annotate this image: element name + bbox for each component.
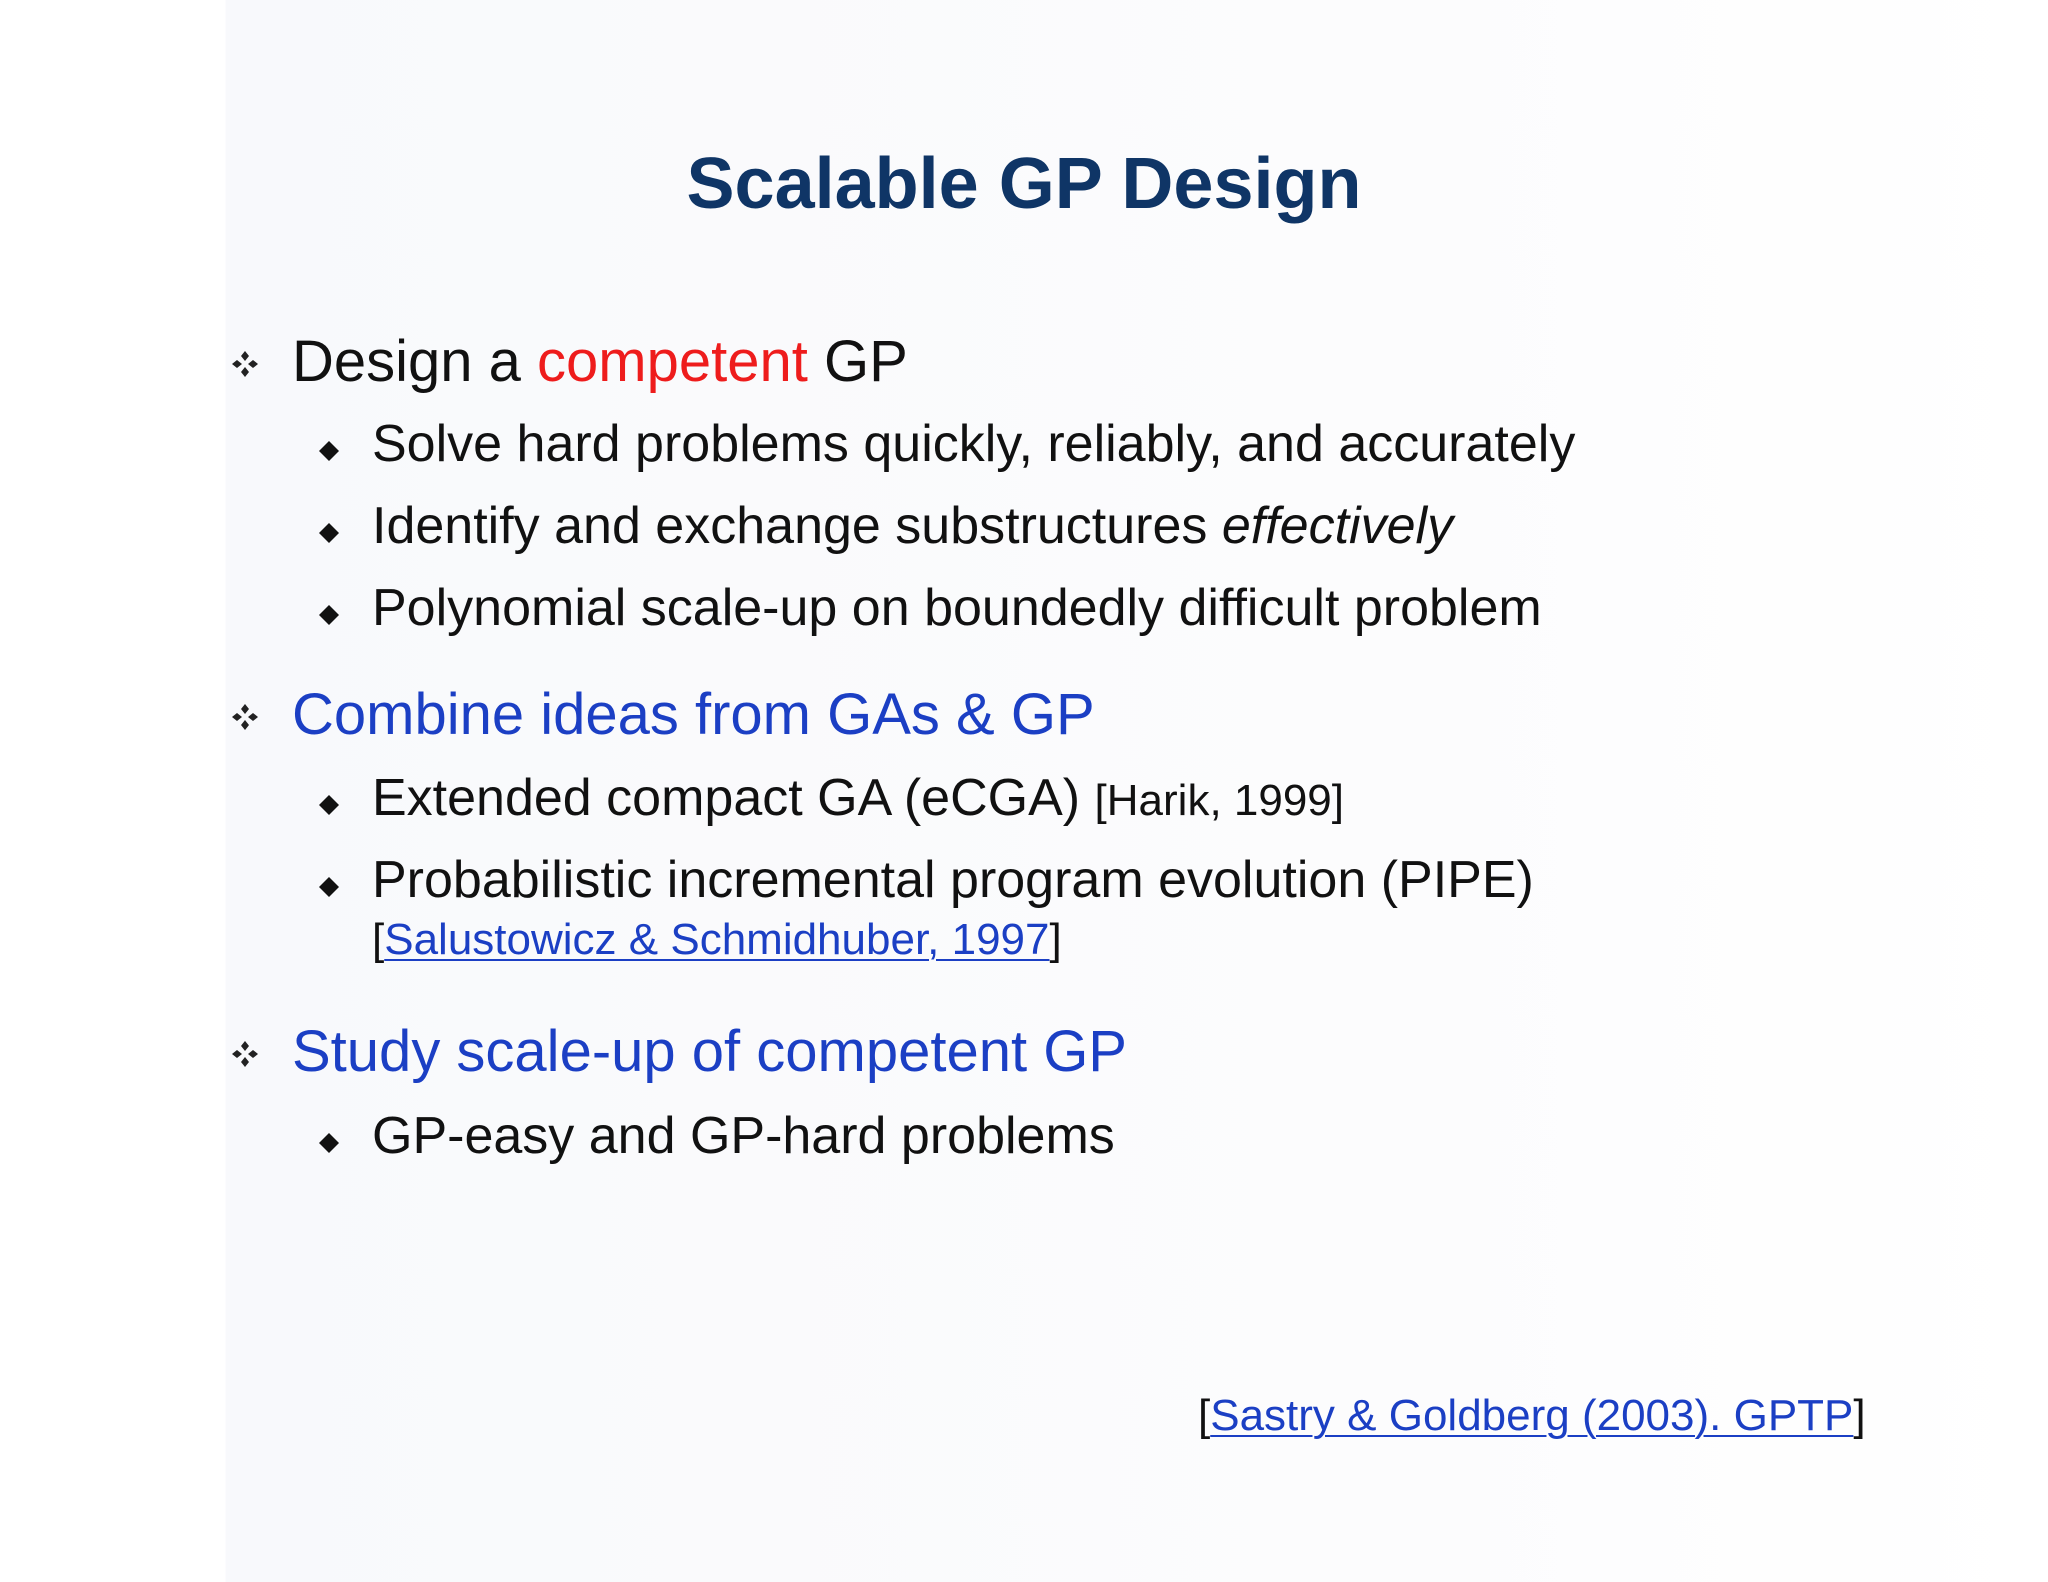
four-diamond-bullet-icon [230, 1039, 260, 1069]
sub-bullet-text: Probabilistic incremental program evolution (PIPE) [372, 851, 1534, 909]
heading-text: Design a [292, 329, 538, 394]
diamond-bullet-icon [318, 794, 340, 816]
sub-bullet-text: Polynomial scale-up on boundedly difficult problem [372, 579, 1542, 637]
citation-line [372, 915, 1062, 964]
bracket: [ [372, 915, 385, 964]
diamond-bullet-icon [318, 604, 340, 626]
bullet-heading: Combine ideas from GAs & GP [292, 682, 1095, 747]
footer-citation-link[interactable]: Sastry & Goldberg (2003). GPTP [1210, 1391, 1854, 1440]
heading-text: GP [807, 329, 908, 394]
highlight-word: competent [537, 329, 808, 394]
diamond-bullet-icon [318, 522, 340, 544]
diamond-bullet-icon [318, 1132, 340, 1154]
bullet-heading: Study scale-up of competent GP [292, 1019, 1127, 1084]
emphasis-word: effectively [1221, 497, 1454, 555]
sub-bullet-text: GP-easy and GP-hard problems [372, 1107, 1115, 1165]
sub-bullet-text [372, 497, 1454, 555]
sub-bullet-text: Solve hard problems quickly, reliably, and accurately [372, 415, 1576, 473]
citation: [Harik, 1999] [1094, 776, 1345, 825]
four-diamond-bullet-icon [230, 702, 260, 732]
sub-bullet-plain: Extended compact GA (eCGA) [372, 769, 1095, 827]
bracket: [ [1198, 1391, 1211, 1440]
diamond-bullet-icon [318, 440, 340, 462]
bracket: ] [1853, 1391, 1866, 1440]
diamond-bullet-icon [318, 876, 340, 898]
sub-bullet-plain: Identify and exchange substructures [372, 497, 1222, 555]
bullet-heading [292, 329, 908, 394]
footer-citation [1198, 1391, 1866, 1440]
bracket: ] [1049, 915, 1062, 964]
sub-bullet-text [372, 769, 1345, 827]
citation-link[interactable]: Salustowicz & Schmidhuber, 1997 [384, 915, 1050, 964]
four-diamond-bullet-icon [230, 349, 260, 379]
slide-title: Scalable GP Design [686, 144, 1362, 224]
